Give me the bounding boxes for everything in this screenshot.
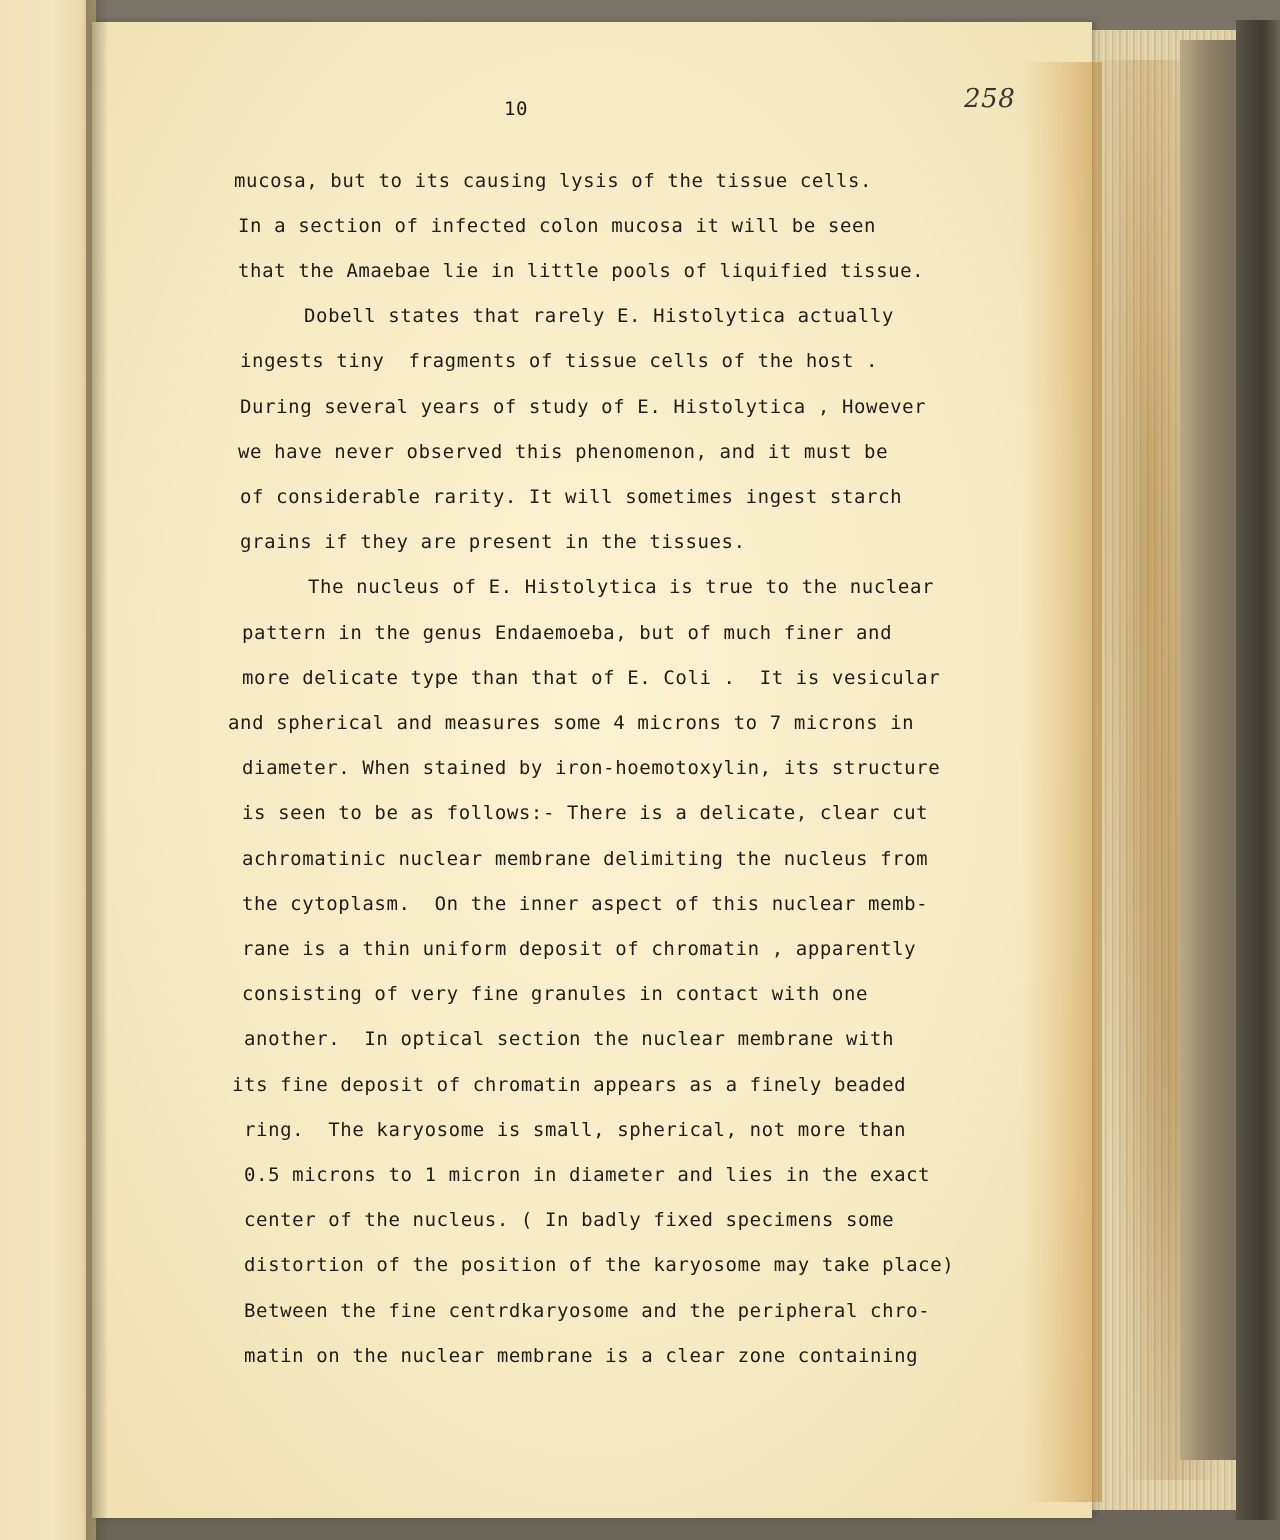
text-line: pattern in the genus Endaemoeba, but of much finer and	[242, 622, 893, 644]
text-line: In a section of infected colon mucosa it will be seen	[238, 215, 877, 237]
text-line: is seen to be as follows:- There is a delicate, clear cut	[242, 802, 929, 824]
text-line: that the Amaebae lie in little pools of liquified tissue.	[238, 260, 925, 282]
facing-page	[0, 0, 96, 1540]
text-line: more delicate type than that of E. Coli . It is vesicular	[242, 667, 941, 689]
text-line: Dobell states that rarely E. Histolytica actually	[304, 305, 894, 327]
text-line: diameter. When stained by iron-hoemotoxylin, its structure	[242, 757, 941, 779]
text-line: Between the fine centrdkaryosome and the peripheral chro-	[244, 1300, 931, 1322]
text-line: grains if they are present in the tissues.	[240, 531, 746, 553]
text-line: matin on the nuclear membrane is a clear zone containing	[244, 1345, 919, 1367]
text-line: mucosa, but to its causing lysis of the tissue cells.	[234, 170, 873, 192]
text-line: achromatinic nuclear membrane delimiting the nucleus from	[242, 848, 929, 870]
text-line: the cytoplasm. On the inner aspect of this nuclear memb-	[242, 893, 929, 915]
document-page	[92, 22, 1092, 1518]
text-line: ingests tiny fragments of tissue cells of the host .	[240, 350, 879, 372]
text-line: 0.5 microns to 1 micron in diameter and lies in the exact	[244, 1164, 931, 1186]
page-number: 10	[504, 98, 529, 120]
handwritten-folio: 258	[964, 84, 1016, 114]
book-gutter	[86, 0, 108, 1540]
text-line: consisting of very fine granules in contact with one	[242, 983, 869, 1005]
text-line: we have never observed this phenomenon, and it must be	[238, 441, 889, 463]
typed-text	[92, 22, 1092, 1518]
text-line: The nucleus of E. Histolytica is true to the nuclear	[308, 576, 935, 598]
text-line: center of the nucleus. ( In badly fixed specimens some	[244, 1209, 895, 1231]
text-line: another. In optical section the nuclear membrane with	[244, 1028, 895, 1050]
text-line: distortion of the position of the karyosome may take place)	[244, 1254, 955, 1276]
text-line: of considerable rarity. It will sometimes ingest starch	[240, 486, 903, 508]
text-line: rane is a thin uniform deposit of chromatin , apparently	[242, 938, 917, 960]
text-line: During several years of study of E. Histolytica , However	[240, 396, 927, 418]
text-line: ring. The karyosome is small, spherical, not more than	[244, 1119, 907, 1141]
text-line: and spherical and measures some 4 microns to 7 microns in	[228, 712, 915, 734]
book-spine	[1236, 20, 1280, 1520]
text-line: its fine deposit of chromatin appears as a finely beaded	[232, 1074, 907, 1096]
